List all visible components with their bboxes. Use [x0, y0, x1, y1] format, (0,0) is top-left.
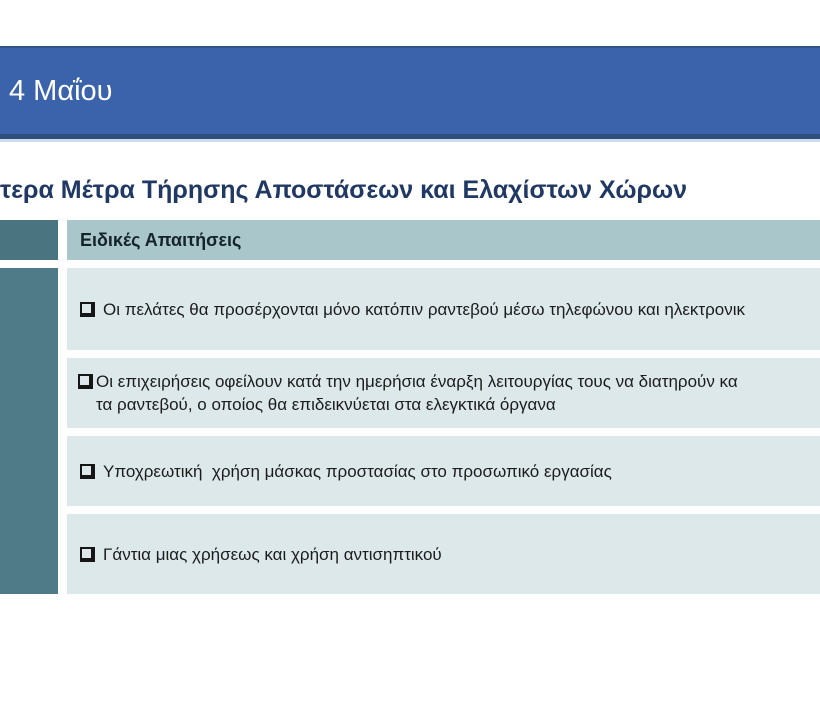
table-header-requirements-cell	[67, 220, 820, 260]
table-row	[67, 358, 820, 428]
checkbox-bullet-icon	[78, 374, 93, 389]
slide-heading: τερα Μέτρα Τήρησης Αποστάσεων και Ελαχίστων Χώρων	[0, 176, 687, 204]
table-header-label: Ειδικές Απαιτήσεις	[80, 229, 242, 250]
table-row	[67, 268, 820, 350]
table-body	[0, 268, 820, 594]
banner-date-title: 4 Μαΐου	[9, 74, 113, 107]
category-text-fragment	[0, 426, 1, 455]
requirement-line	[78, 370, 738, 393]
requirement-text: Γάντια μιας χρήσεως και χρήση αντισηπτικού	[103, 544, 442, 564]
requirement-text: Υποχρεωτική χρήση μάσκας προστασίας στο προσωπικό εργασίας	[103, 461, 612, 481]
table-row	[67, 514, 820, 594]
requirement-multiline	[78, 370, 738, 416]
checkbox-bullet-icon	[80, 464, 95, 479]
requirement-text: Οι πελάτες θα προσέρχονται μόνο κατόπιν ραντεβού μέσω τηλεφώνου και ηλεκτρονικ	[103, 299, 746, 319]
table-header-category-cell	[0, 220, 58, 260]
checkbox-bullet-icon	[80, 547, 95, 562]
requirement-text-continued: τα ραντεβού, ο οποίος θα επιδεικνύεται στα ελεγκτικά όργανα	[96, 395, 556, 414]
checkbox-bullet-icon	[80, 302, 95, 317]
table-header-row	[0, 220, 820, 260]
top-banner	[0, 46, 820, 139]
requirement-text: Οι επιχειρήσεις οφείλουν κατά την ημερήσια έναρξη λειτουργίας τους να διατηρούν κα	[96, 372, 738, 391]
requirements-table	[0, 220, 820, 594]
table-row	[67, 436, 820, 506]
requirements-column	[67, 268, 820, 594]
category-column	[0, 268, 58, 594]
